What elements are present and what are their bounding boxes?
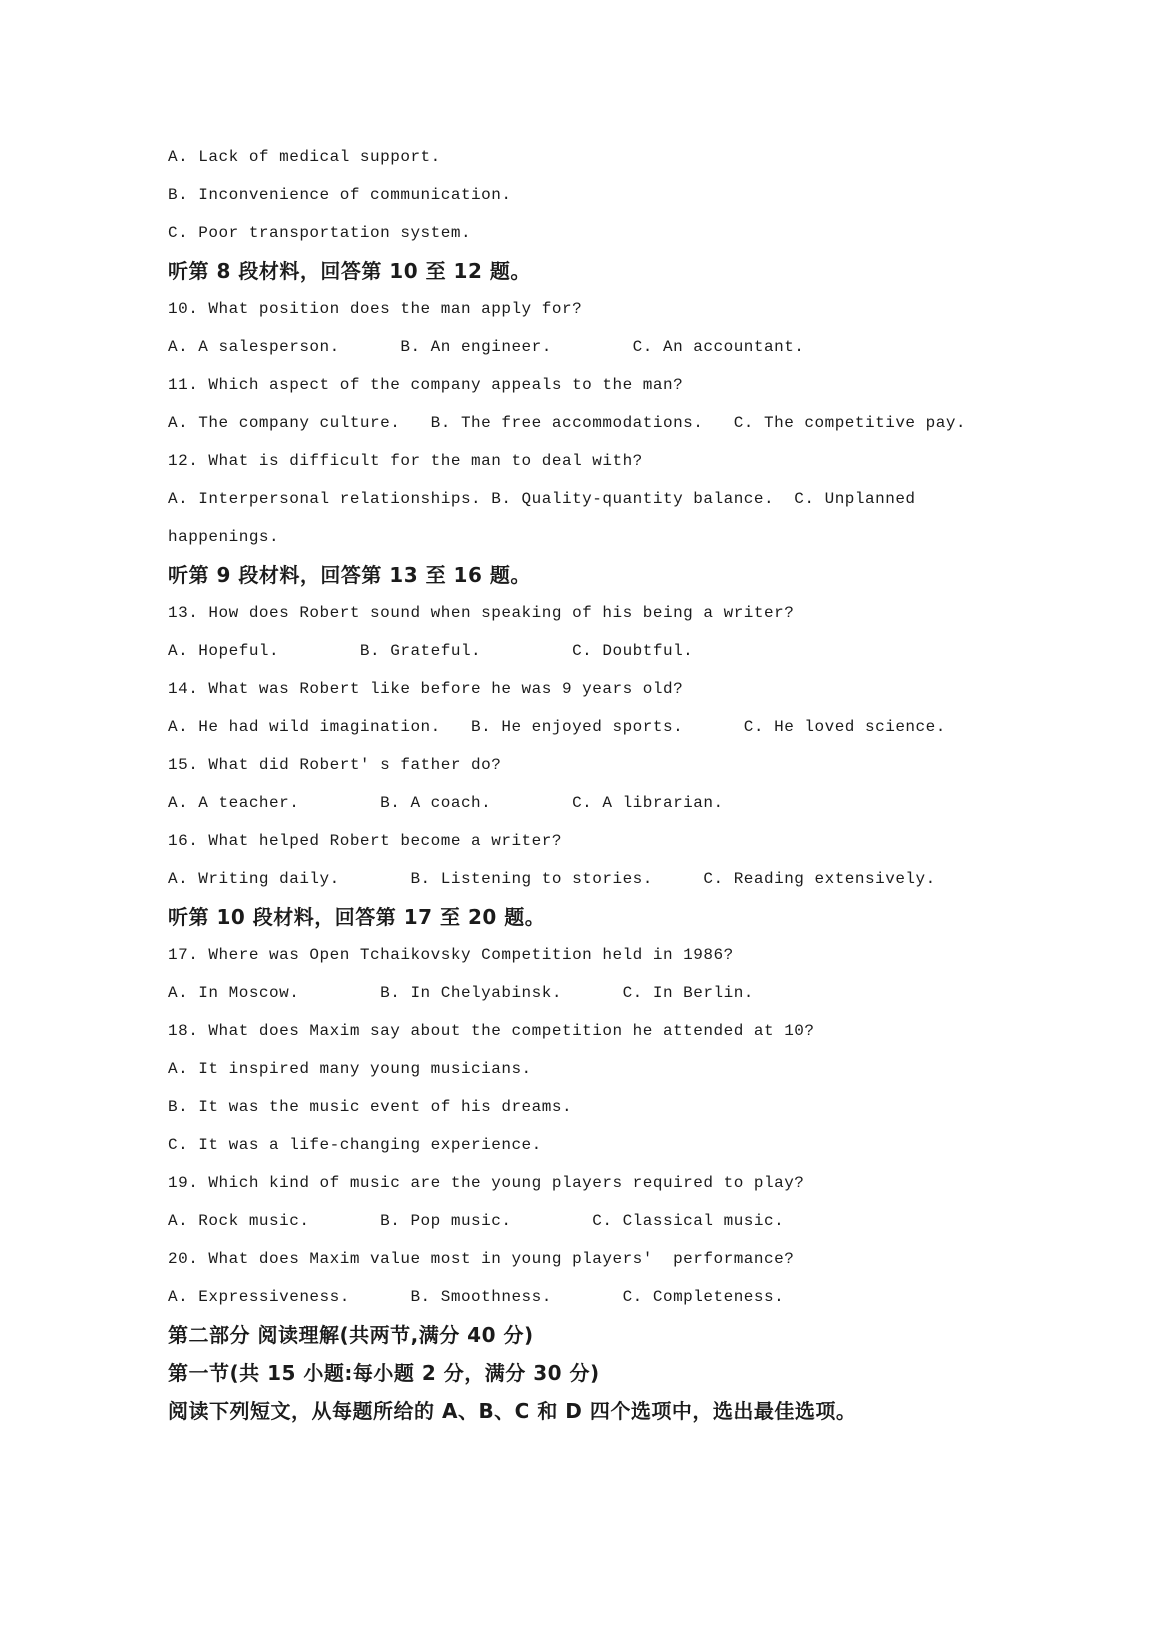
section-2-header: 第二部分 阅读理解(共两节,满分 40 分) xyxy=(168,1323,534,1347)
options-14: A. He had wild imagination. B. He enjoyed sports. C. He loved science. xyxy=(168,718,946,736)
text-lines xyxy=(168,138,1118,1430)
options-12-wrap: happenings. xyxy=(168,528,280,546)
options-17: A. In Moscow. B. In Chelyabinsk. C. In Berlin. xyxy=(168,984,754,1002)
question-15: 15. What did Robert' s father do? xyxy=(168,756,502,774)
option-a-line: A. Lack of medical support. xyxy=(168,148,441,166)
options-20: A. Expressiveness. B. Smoothness. C. Completeness. xyxy=(168,1288,785,1306)
options-18-a: A. It inspired many young musicians. xyxy=(168,1060,532,1078)
options-13: A. Hopeful. B. Grateful. C. Doubtful. xyxy=(168,642,694,660)
options-11: A. The company culture. B. The free accommodations. C. The competitive pay. xyxy=(168,414,967,432)
question-10: 10. What position does the man apply for? xyxy=(168,300,583,318)
material-8-header: 听第 8 段材料，回答第 10 至 12 题。 xyxy=(168,259,531,283)
reading-instructions: 阅读下列短文，从每题所给的 A、B、C 和 D 四个选项中，选出最佳选项。 xyxy=(168,1399,857,1423)
question-18: 18. What does Maxim say about the competition he attended at 10? xyxy=(168,1022,815,1040)
section-2-part-1-header: 第一节(共 15 小题:每小题 2 分，满分 30 分) xyxy=(168,1361,600,1385)
options-10: A. A salesperson. B. An engineer. C. An accountant. xyxy=(168,338,805,356)
options-18-c: C. It was a life-changing experience. xyxy=(168,1136,542,1154)
question-16: 16. What helped Robert become a writer? xyxy=(168,832,562,850)
options-16: A. Writing daily. B. Listening to stories. C. Reading extensively. xyxy=(168,870,936,888)
option-c-line: C. Poor transportation system. xyxy=(168,224,472,242)
question-14: 14. What was Robert like before he was 9 years old? xyxy=(168,680,684,698)
question-12: 12. What is difficult for the man to deal with? xyxy=(168,452,643,470)
question-20: 20. What does Maxim value most in young players' performance? xyxy=(168,1250,795,1268)
question-19: 19. Which kind of music are the young players required to play? xyxy=(168,1174,805,1192)
option-b-line: B. Inconvenience of communication. xyxy=(168,186,512,204)
options-18-b: B. It was the music event of his dreams. xyxy=(168,1098,573,1116)
options-19: A. Rock music. B. Pop music. C. Classical music. xyxy=(168,1212,785,1230)
material-9-header: 听第 9 段材料，回答第 13 至 16 题。 xyxy=(168,563,531,587)
material-10-header: 听第 10 段材料，回答第 17 至 20 题。 xyxy=(168,905,546,929)
question-17: 17. Where was Open Tchaikovsky Competition held in 1986? xyxy=(168,946,734,964)
options-12: A. Interpersonal relationships. B. Quality-quantity balance. C. Unplanned xyxy=(168,490,916,508)
options-15: A. A teacher. B. A coach. C. A librarian. xyxy=(168,794,724,812)
question-13: 13. How does Robert sound when speaking of his being a writer? xyxy=(168,604,795,622)
question-11: 11. Which aspect of the company appeals to the man? xyxy=(168,376,684,394)
